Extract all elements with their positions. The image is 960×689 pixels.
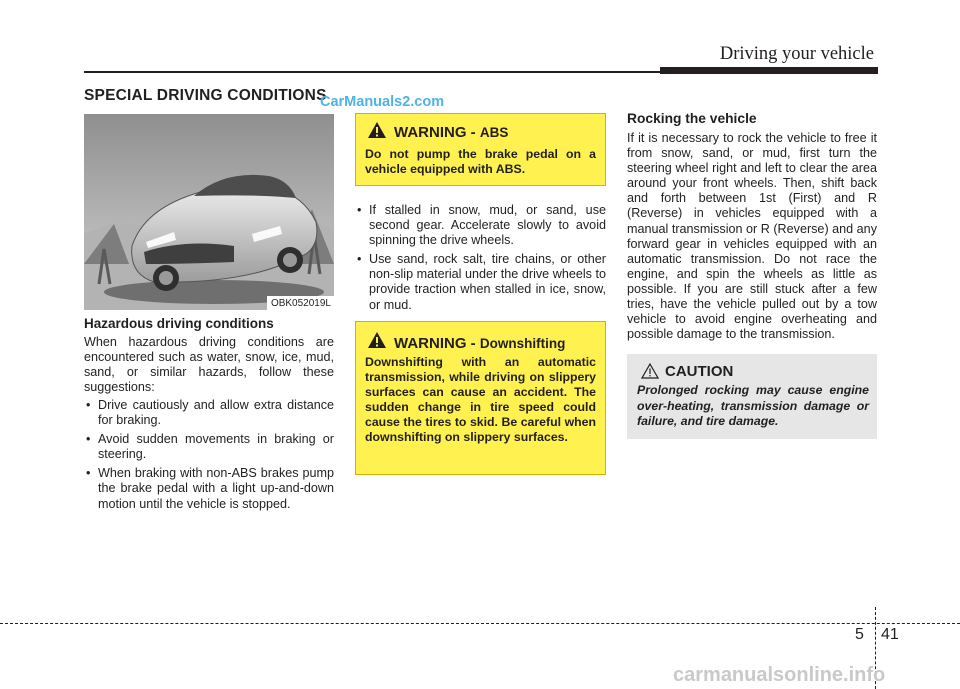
warning-downshifting-title xyxy=(394,335,565,352)
warning-triangle-icon xyxy=(368,122,386,138)
list-item: • If stalled in snow, mud, or sand, use second gear. Accelerate slowly to avoid spinning the drive wheels. xyxy=(355,203,606,248)
warning-label: WARNING - xyxy=(394,335,476,352)
warning-topic: Downshifting xyxy=(479,336,566,351)
watermark-bottom: carmanualsonline.info xyxy=(673,664,886,686)
header-rule xyxy=(84,71,660,73)
caution-box xyxy=(627,354,877,439)
caution-text: Prolonged rocking may cause engine over-heating, transmission damage or failure, and tire damage. xyxy=(637,383,869,428)
caution-title: CAUTION xyxy=(665,363,734,380)
car-illustration-icon xyxy=(84,114,334,310)
rocking-heading: Rocking the vehicle xyxy=(627,111,757,126)
hazardous-intro: When hazardous driving conditions are encountered such as water, snow, ice, mud, sand, or similar hazards, follow these suggestions: xyxy=(84,335,334,395)
warning-downshifting-text: Downshifting with an automatic transmission, while driving on slippery surfaces can cause an accident. The sudden change in tire speed could cause the tires to skid. Be careful when downshifting on slippery surfaces. xyxy=(365,355,596,444)
hazardous-list xyxy=(84,398,334,516)
image-code: OBK052019L xyxy=(267,296,334,310)
header-rule-thick xyxy=(660,67,878,74)
list-item: • Drive cautiously and allow extra distance for braking. xyxy=(84,398,334,428)
watermark-top: CarManuals2.com xyxy=(320,94,445,110)
page-chapter: 5 xyxy=(855,626,864,643)
header-title: Driving your vehicle xyxy=(719,44,874,64)
list-item: • Use sand, rock salt, tire chains, or other non-slip material under the drive wheels to provide traction when stalled in ice, snow, or mud. xyxy=(355,252,606,312)
warning-abs-text: Do not pump the brake pedal on a vehicle equipped with ABS. xyxy=(365,147,596,176)
footer-rule xyxy=(0,623,960,624)
list-item: • When braking with non-ABS brakes pump the brake pedal with a light up-and-down motion until the vehicle is stopped. xyxy=(84,466,334,511)
caution-triangle-icon xyxy=(641,363,659,379)
warning-abs-title xyxy=(394,124,508,141)
warning-triangle-icon xyxy=(368,332,386,348)
stalled-list xyxy=(355,203,606,317)
rocking-text: If it is necessary to rock the vehicle to free it from snow, sand, or mud, first turn the steering wheel right and left to clear the area around your front wheels. Then, shift back and forth between 1st (First) and R (Reverse) in vehicles equipped with a manual transmission or R (Reverse) and any forward gear in vehicles equipped with an automatic transmission. Do not race the engine, and spin the wheels as little as possible. If you are still stuck after a few tries, have the vehicle pulled out by a tow vehicle to avoid engine overheating and possible damage to the transmission. xyxy=(627,131,877,342)
list-item: • Avoid sudden movements in braking or steering. xyxy=(84,432,334,462)
car-illustration xyxy=(84,114,334,310)
warning-downshifting-box xyxy=(355,321,606,475)
page-number: 41 xyxy=(881,626,899,643)
warning-abs-box xyxy=(355,113,606,186)
warning-topic: ABS xyxy=(479,125,509,140)
section-title: SPECIAL DRIVING CONDITIONS xyxy=(84,87,327,104)
warning-label: WARNING - xyxy=(394,124,476,141)
hazardous-heading: Hazardous driving conditions xyxy=(84,316,274,331)
